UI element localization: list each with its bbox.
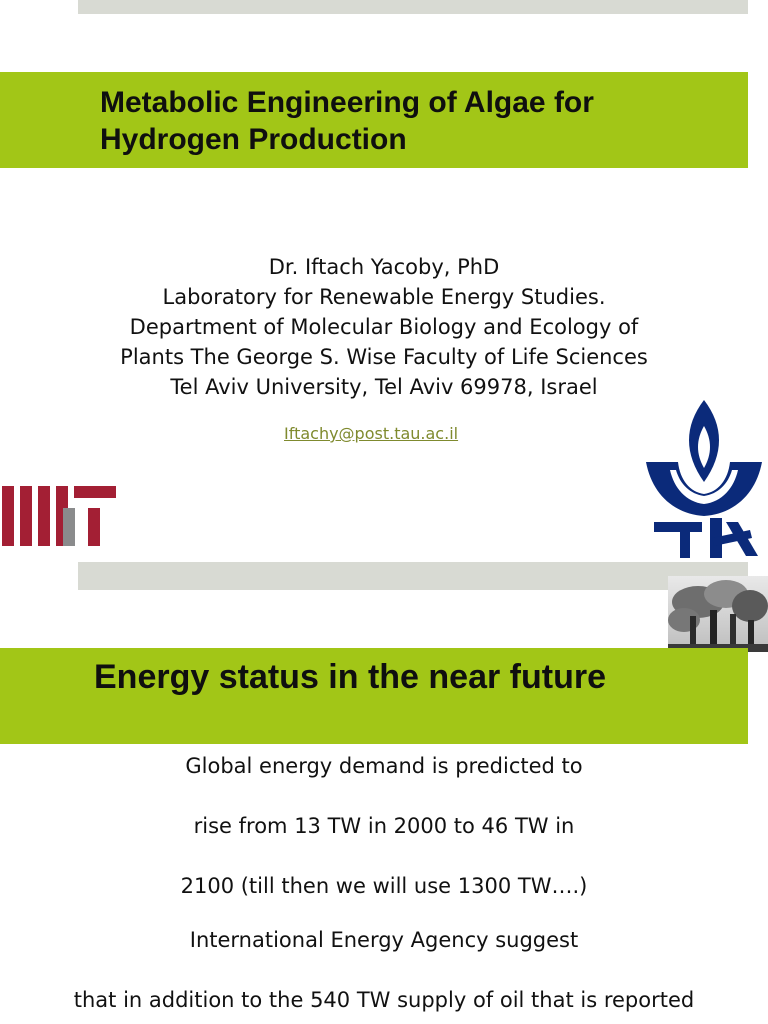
slide1-title-line2: Hydrogen Production [100,123,407,156]
body-line-1: Global energy demand is predicted to [185,754,583,778]
email-link[interactable]: Iftachy@post.tau.ac.il [284,424,459,443]
author-faculty: Plants The George S. Wise Faculty of Life Sciences [120,345,648,369]
author-university: Tel Aviv University, Tel Aviv 69978, Israel [170,375,598,399]
author-lab: Laboratory for Renewable Energy Studies. [162,285,606,309]
slide2-decorative-bar [78,562,748,590]
smokestacks-photo [668,576,768,652]
author-info [30,252,738,402]
body-line-4: International Energy Agency suggest [189,928,579,952]
top-decorative-bar [78,0,748,14]
slide2-title: Energy status in the near future [94,658,606,696]
mit-logo [0,486,120,548]
author-name: Dr. Iftach Yacoby, PhD [268,255,500,279]
body-line-3: 2100 (till then we will use 1300 TW….) [180,874,588,898]
body-line-2: rise from 13 TW in 2000 to 46 TW in [193,814,575,838]
slide1-title [100,84,594,158]
slide1-title-line1: Metabolic Engineering of Algae for [100,86,594,119]
body-line-5: that in addition to the 540 TW supply of oil that is reported [73,988,695,1012]
tel-aviv-university-logo [640,398,768,562]
author-department: Department of Molecular Biology and Ecology of [129,315,639,339]
